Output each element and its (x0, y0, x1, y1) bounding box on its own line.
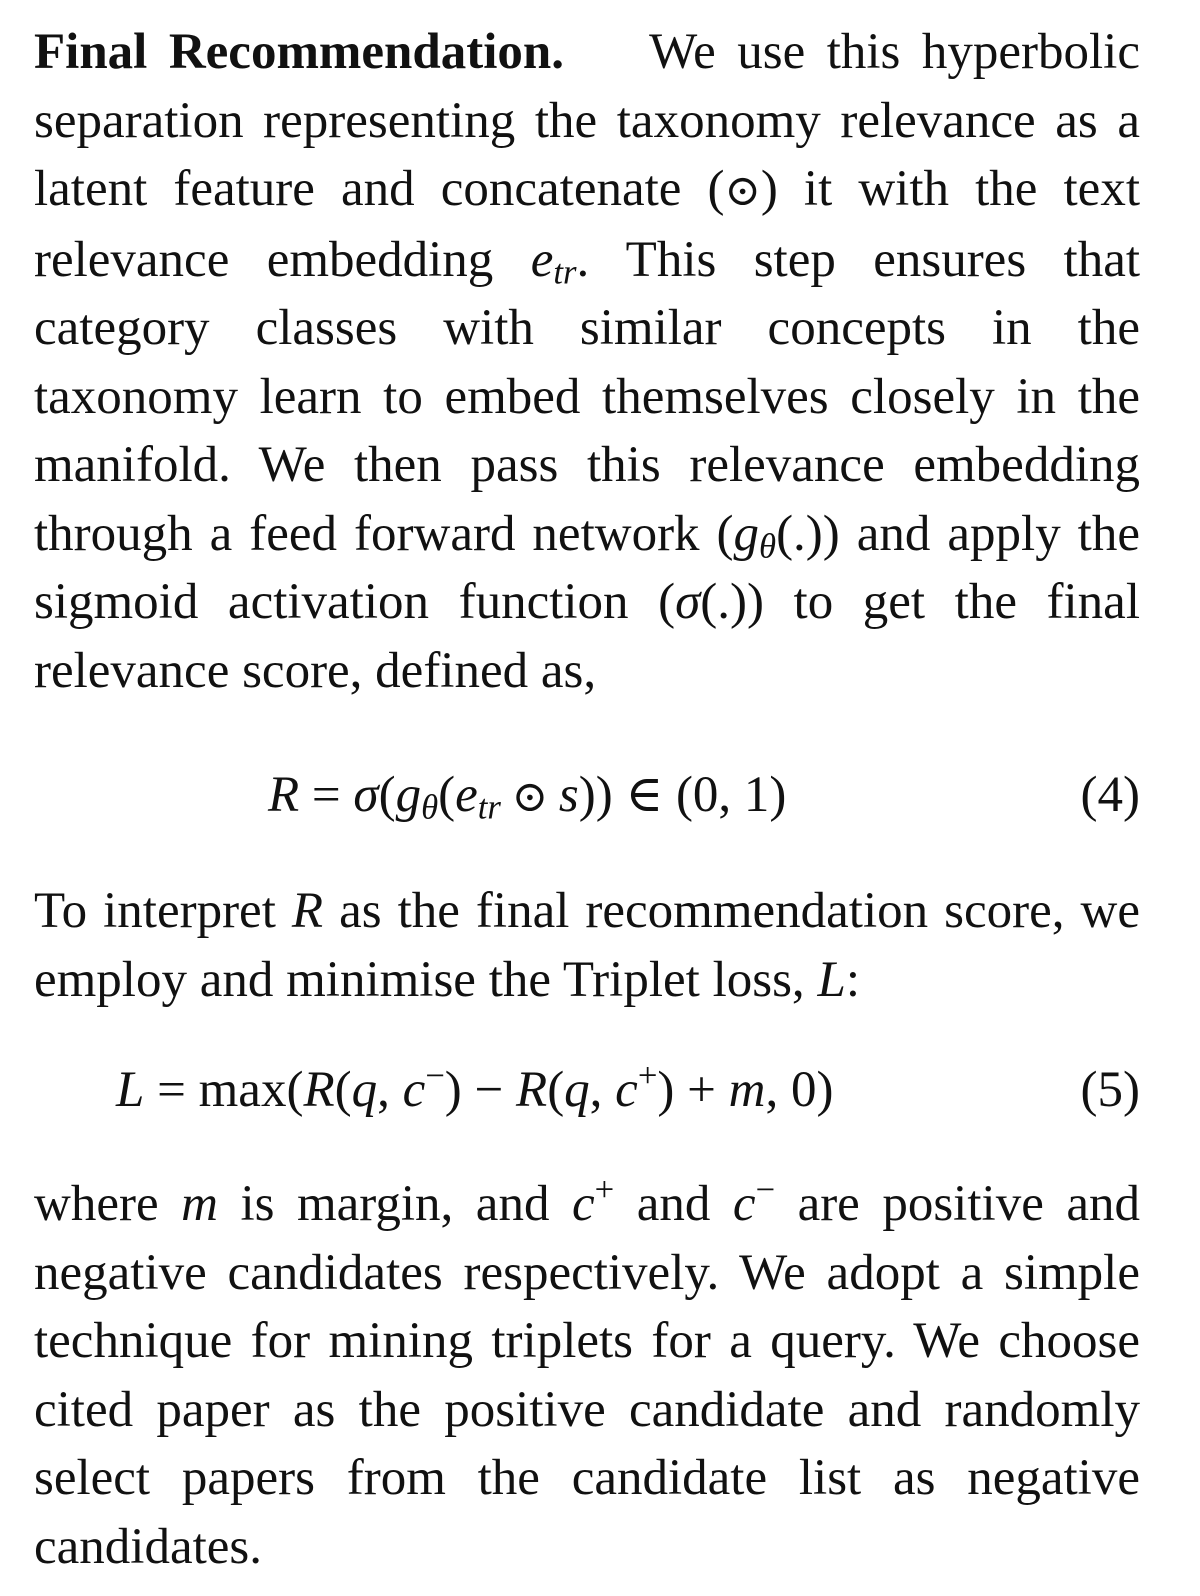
paren-close: ) (657, 1062, 675, 1118)
math-R: R (268, 767, 300, 823)
math-R: R (303, 1062, 335, 1118)
c-symbol: c (402, 1062, 426, 1118)
g-args: (.) (776, 505, 823, 562)
e-symbol: e (530, 231, 554, 288)
equation-4 (34, 761, 1140, 829)
equals-sign: = (144, 1062, 199, 1118)
text-span: ) and apply the sigmoid activation function ( (34, 505, 1140, 630)
max-operator: max (198, 1062, 287, 1118)
math-L: L (817, 951, 846, 1008)
paren-open: ( (378, 767, 396, 823)
subscript-theta: θ (421, 787, 439, 827)
text-span: where (34, 1176, 182, 1232)
math-var-e (530, 231, 577, 292)
equation-5-body (116, 1056, 833, 1124)
sigma-symbol: σ (353, 767, 379, 823)
c-symbol: c (571, 1176, 595, 1232)
equation-5 (34, 1056, 1140, 1124)
text-span: : (845, 951, 860, 1008)
equals-sign: = (299, 767, 354, 823)
paren-close: ) (444, 1062, 462, 1118)
sigma-symbol: σ (675, 574, 701, 630)
c-symbol: c (615, 1062, 638, 1118)
e-symbol: e (455, 767, 478, 823)
equation-number-5: (5) (1080, 1062, 1140, 1118)
g-symbol: g (733, 505, 760, 562)
plus-sign: + (674, 1062, 729, 1118)
subscript-theta: θ (759, 526, 777, 566)
comma: , (377, 1062, 403, 1118)
paren-open: ( (334, 1062, 352, 1118)
superscript-minus: − (425, 1055, 445, 1095)
text-span: . This step ensures that category classes with similar concepts in the taxonomy learn to embed themselves closely in the manifold. We then pass this relevance embedding through a feed forward network ( (34, 231, 1141, 562)
subscript-tr: tr (477, 787, 501, 827)
math-R: R (516, 1062, 548, 1118)
sigma-args: (.) (700, 574, 747, 630)
minus-sign: − (461, 1062, 517, 1118)
c-symbol: c (732, 1176, 756, 1232)
paren-open: ( (286, 1062, 304, 1118)
g-symbol: g (395, 767, 422, 823)
math-L: L (116, 1062, 145, 1118)
text-span: and (614, 1176, 733, 1232)
odot-symbol: ⊙ (500, 773, 559, 821)
text-span: To interpret (34, 883, 292, 939)
element-of-sign: ∈ (612, 767, 676, 823)
superscript-plus: + (594, 1169, 615, 1209)
s-symbol: s (558, 767, 579, 823)
text-span: are positive and negative candidates respectively. We adopt a simple technique for mining triplets for a query. We choose cited paper as the positive candidate and randomly select papers from the candidate list as negative candidates. (34, 1176, 1140, 1575)
q-symbol: q (564, 1062, 590, 1118)
q-symbol: q (351, 1062, 378, 1118)
c-positive (571, 1169, 615, 1232)
c-negative (732, 1169, 776, 1232)
m-symbol: m (728, 1062, 766, 1118)
paren-open: ( (438, 767, 456, 823)
interval: (0, 1) (675, 767, 787, 823)
equation-4-body (268, 761, 786, 831)
paper-section (34, 18, 1140, 1581)
superscript-plus: + (637, 1055, 658, 1095)
superscript-minus: − (755, 1169, 776, 1209)
text-span: ) to get the final relevance score, defined as, (34, 574, 1140, 699)
paragraph-margin (34, 1170, 1140, 1581)
text-span: ) it with the text relevance embedding (34, 161, 1140, 288)
equation-tail: , 0) (765, 1062, 834, 1118)
math-sigma (675, 574, 747, 630)
paragraph-final-recommendation (34, 18, 1140, 705)
subscript-tr: tr (553, 252, 577, 292)
math-R: R (291, 883, 324, 939)
text-span: is margin, and (217, 1176, 572, 1232)
paren-open: ( (547, 1062, 565, 1118)
text-span: as the final recommendation score, we employ and minimise the Triplet loss, (34, 883, 1140, 1008)
equation-number-4: (4) (1080, 767, 1140, 823)
paragraph-triplet-loss (34, 877, 1140, 1014)
comma: , (589, 1062, 616, 1118)
odot-symbol: ⊙ (724, 167, 761, 215)
paren-close: )) (578, 767, 613, 823)
section-heading: Final Recommendation. (34, 24, 565, 80)
m-symbol: m (181, 1176, 218, 1232)
text-span: We use this hyperbolic separation representing the taxonomy relevance as a latent feature and concatenate ( (34, 24, 1140, 217)
math-g-theta (733, 505, 823, 566)
